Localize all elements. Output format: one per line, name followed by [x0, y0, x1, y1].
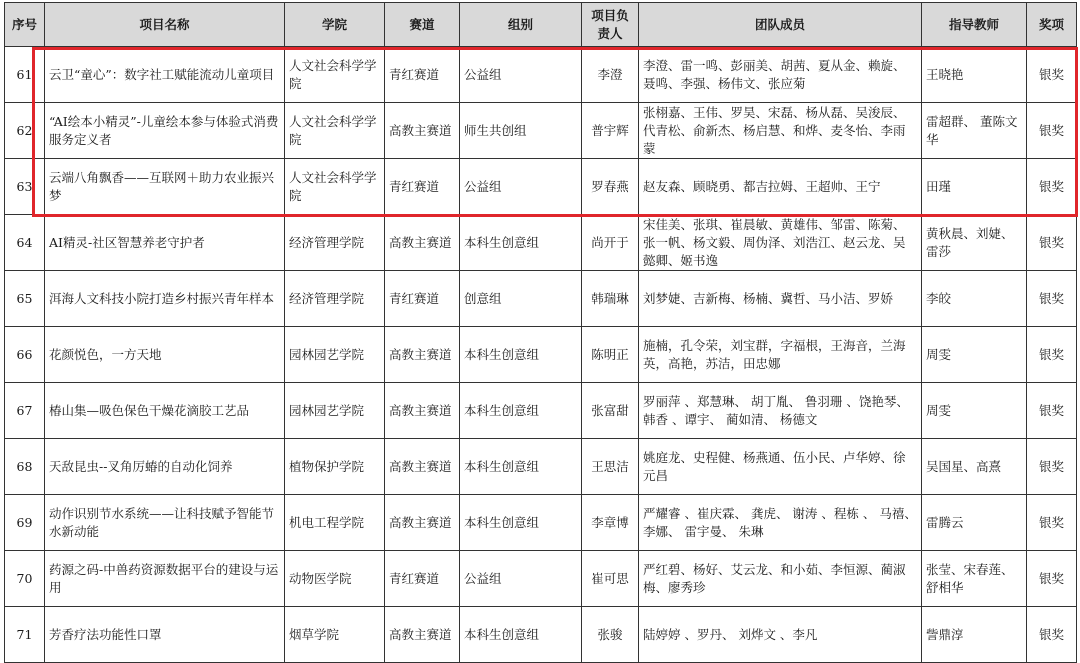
cell-college: 人文社会科学学院 — [285, 159, 385, 215]
cell-award: 银奖 — [1027, 439, 1077, 495]
cell-mentor: 雷腾云 — [922, 495, 1027, 551]
table-row — [5, 495, 1077, 551]
cell-college: 园林园艺学院 — [285, 327, 385, 383]
cell-project-name: 云端八角飘香——互联网＋助力农业振兴梦 — [45, 159, 285, 215]
cell-leader: 尚开于 — [582, 215, 639, 271]
table-row — [5, 551, 1077, 607]
header-row — [5, 3, 1077, 47]
cell-leader: 张骏 — [582, 607, 639, 663]
header-leader: 项目负责人 — [582, 3, 639, 47]
cell-mentor: 黄秋晨、刘婕、雷莎 — [922, 215, 1027, 271]
cell-leader: 李澄 — [582, 47, 639, 103]
header-project-name: 项目名称 — [45, 3, 285, 47]
table-row — [5, 47, 1077, 103]
cell-project-name: 云卫“童心”：数字社工赋能流动儿童项目 — [45, 47, 285, 103]
cell-no: 69 — [5, 495, 45, 551]
cell-mentor: 田瑾 — [922, 159, 1027, 215]
cell-award: 银奖 — [1027, 103, 1077, 159]
table-row — [5, 327, 1077, 383]
cell-award: 银奖 — [1027, 495, 1077, 551]
table-row — [5, 215, 1077, 271]
cell-leader: 陈明正 — [582, 327, 639, 383]
cell-mentor: 周雯 — [922, 327, 1027, 383]
cell-college: 经济管理学院 — [285, 215, 385, 271]
table-row — [5, 271, 1077, 327]
cell-mentor: 雷超群、 董陈文华 — [922, 103, 1027, 159]
cell-college: 动物医学院 — [285, 551, 385, 607]
cell-project-name: 椿山集—吸色保色干燥花滴胶工艺品 — [45, 383, 285, 439]
cell-leader: 崔可思 — [582, 551, 639, 607]
table-row — [5, 607, 1077, 663]
cell-college: 植物保护学院 — [285, 439, 385, 495]
cell-mentor: 王晓艳 — [922, 47, 1027, 103]
cell-group: 本科生创意组 — [460, 495, 582, 551]
cell-leader: 李章博 — [582, 495, 639, 551]
cell-award: 银奖 — [1027, 607, 1077, 663]
header-track: 赛道 — [385, 3, 460, 47]
cell-project-name: AI精灵-社区智慧养老守护者 — [45, 215, 285, 271]
cell-mentor: 訾鼎淳 — [922, 607, 1027, 663]
cell-track: 高教主赛道 — [385, 327, 460, 383]
cell-group: 本科生创意组 — [460, 607, 582, 663]
cell-project-name: 花颜悦色，一方天地 — [45, 327, 285, 383]
cell-no: 62 — [5, 103, 45, 159]
cell-project-name: 药源之码-中兽药资源数据平台的建设与运用 — [45, 551, 285, 607]
cell-mentor: 张莹、宋春莲、舒相华 — [922, 551, 1027, 607]
cell-mentor: 周雯 — [922, 383, 1027, 439]
table-row — [5, 103, 1077, 159]
cell-track: 高教主赛道 — [385, 103, 460, 159]
cell-track: 高教主赛道 — [385, 495, 460, 551]
cell-track: 高教主赛道 — [385, 215, 460, 271]
table-row — [5, 439, 1077, 495]
cell-college: 机电工程学院 — [285, 495, 385, 551]
cell-award: 银奖 — [1027, 215, 1077, 271]
cell-no: 70 — [5, 551, 45, 607]
cell-no: 64 — [5, 215, 45, 271]
cell-group: 创意组 — [460, 271, 582, 327]
header-mentor: 指导教师 — [922, 3, 1027, 47]
cell-members: 赵友森、顾晓勇、都吉拉姆、王超帅、王宁 — [639, 159, 922, 215]
cell-members: 宋佳美、张琪、崔晨敏、黄雄伟、邹雷、陈菊、张一帆、杨文毅、周伪泽、刘浩江、赵云龙、吴懿卿、姬书逸 — [639, 215, 922, 271]
cell-no: 61 — [5, 47, 45, 103]
cell-award: 银奖 — [1027, 551, 1077, 607]
cell-award: 银奖 — [1027, 47, 1077, 103]
cell-track: 青红赛道 — [385, 551, 460, 607]
cell-college: 人文社会科学学院 — [285, 103, 385, 159]
cell-project-name: 动作识别节水系统——让科技赋予智能节水新动能 — [45, 495, 285, 551]
cell-award: 银奖 — [1027, 327, 1077, 383]
cell-group: 本科生创意组 — [460, 383, 582, 439]
cell-group: 本科生创意组 — [460, 327, 582, 383]
cell-college: 园林园艺学院 — [285, 383, 385, 439]
cell-members: 施楠，孔令荣，刘宝群，字福根，王海音，兰海英，高艳，苏洁，田忠娜 — [639, 327, 922, 383]
cell-no: 66 — [5, 327, 45, 383]
cell-track: 青红赛道 — [385, 47, 460, 103]
cell-award: 银奖 — [1027, 271, 1077, 327]
header-group: 组别 — [460, 3, 582, 47]
header-award: 奖项 — [1027, 3, 1077, 47]
cell-college: 人文社会科学学院 — [285, 47, 385, 103]
cell-track: 青红赛道 — [385, 271, 460, 327]
cell-project-name: 芳香疗法功能性口罩 — [45, 607, 285, 663]
table-row — [5, 383, 1077, 439]
header-members: 团队成员 — [639, 3, 922, 47]
cell-members: 陆婷婷 、罗丹、 刘烨文 、李凡 — [639, 607, 922, 663]
cell-members: 姚庭龙、史程健、杨燕通、伍小民、卢华婷、徐元昌 — [639, 439, 922, 495]
cell-group: 公益组 — [460, 47, 582, 103]
cell-no: 67 — [5, 383, 45, 439]
awards-table — [4, 2, 1077, 663]
cell-track: 高教主赛道 — [385, 383, 460, 439]
cell-members: 罗丽萍 、郑慧琳、 胡丁胤、 鲁羽珊 、饶艳琴、韩香 、谭宇、 蔺如清、 杨德文 — [639, 383, 922, 439]
cell-group: 师生共创组 — [460, 103, 582, 159]
cell-award: 银奖 — [1027, 159, 1077, 215]
cell-group: 本科生创意组 — [460, 439, 582, 495]
cell-college: 烟草学院 — [285, 607, 385, 663]
cell-mentor: 吴国星、高熹 — [922, 439, 1027, 495]
cell-group: 本科生创意组 — [460, 215, 582, 271]
cell-no: 68 — [5, 439, 45, 495]
cell-leader: 张富甜 — [582, 383, 639, 439]
cell-members: 严红碧、杨好、艾云龙、和小茹、李恒源、蔺淑梅、廖秀珍 — [639, 551, 922, 607]
table-row — [5, 159, 1077, 215]
cell-members: 李澄、雷一鸣、彭丽美、胡茜、夏从金、赖旋、聂鸣、李强、杨伟文、张应菊 — [639, 47, 922, 103]
header-college: 学院 — [285, 3, 385, 47]
cell-members: 张栩嘉、王伟、罗昊、宋磊、杨从磊、吴浚辰、代青松、俞新杰、杨启慧、和烨、麦冬怡、李雨蒙 — [639, 103, 922, 159]
cell-no: 63 — [5, 159, 45, 215]
cell-leader: 王思洁 — [582, 439, 639, 495]
cell-track: 高教主赛道 — [385, 439, 460, 495]
cell-leader: 普宇辉 — [582, 103, 639, 159]
cell-leader: 韩瑞琳 — [582, 271, 639, 327]
cell-award: 银奖 — [1027, 383, 1077, 439]
cell-no: 71 — [5, 607, 45, 663]
cell-college: 经济管理学院 — [285, 271, 385, 327]
cell-leader: 罗春燕 — [582, 159, 639, 215]
header-no: 序号 — [5, 3, 45, 47]
cell-no: 65 — [5, 271, 45, 327]
cell-members: 严耀睿 、崔庆霖、 龚虎、 谢涛 、程栋 、 马禧、李娜、 雷宇曼、 朱琳 — [639, 495, 922, 551]
cell-project-name: 天敌昆虫--叉角厉蝽的自动化饲养 — [45, 439, 285, 495]
cell-project-name: 洱海人文科技小院打造乡村振兴青年样本 — [45, 271, 285, 327]
cell-group: 公益组 — [460, 159, 582, 215]
cell-members: 刘梦婕、吉新梅、杨楠、冀哲、马小洁、罗娇 — [639, 271, 922, 327]
cell-group: 公益组 — [460, 551, 582, 607]
cell-project-name: “AI绘本小精灵”-儿童绘本参与体验式消费服务定义者 — [45, 103, 285, 159]
cell-track: 青红赛道 — [385, 159, 460, 215]
cell-track: 高教主赛道 — [385, 607, 460, 663]
cell-mentor: 李皎 — [922, 271, 1027, 327]
